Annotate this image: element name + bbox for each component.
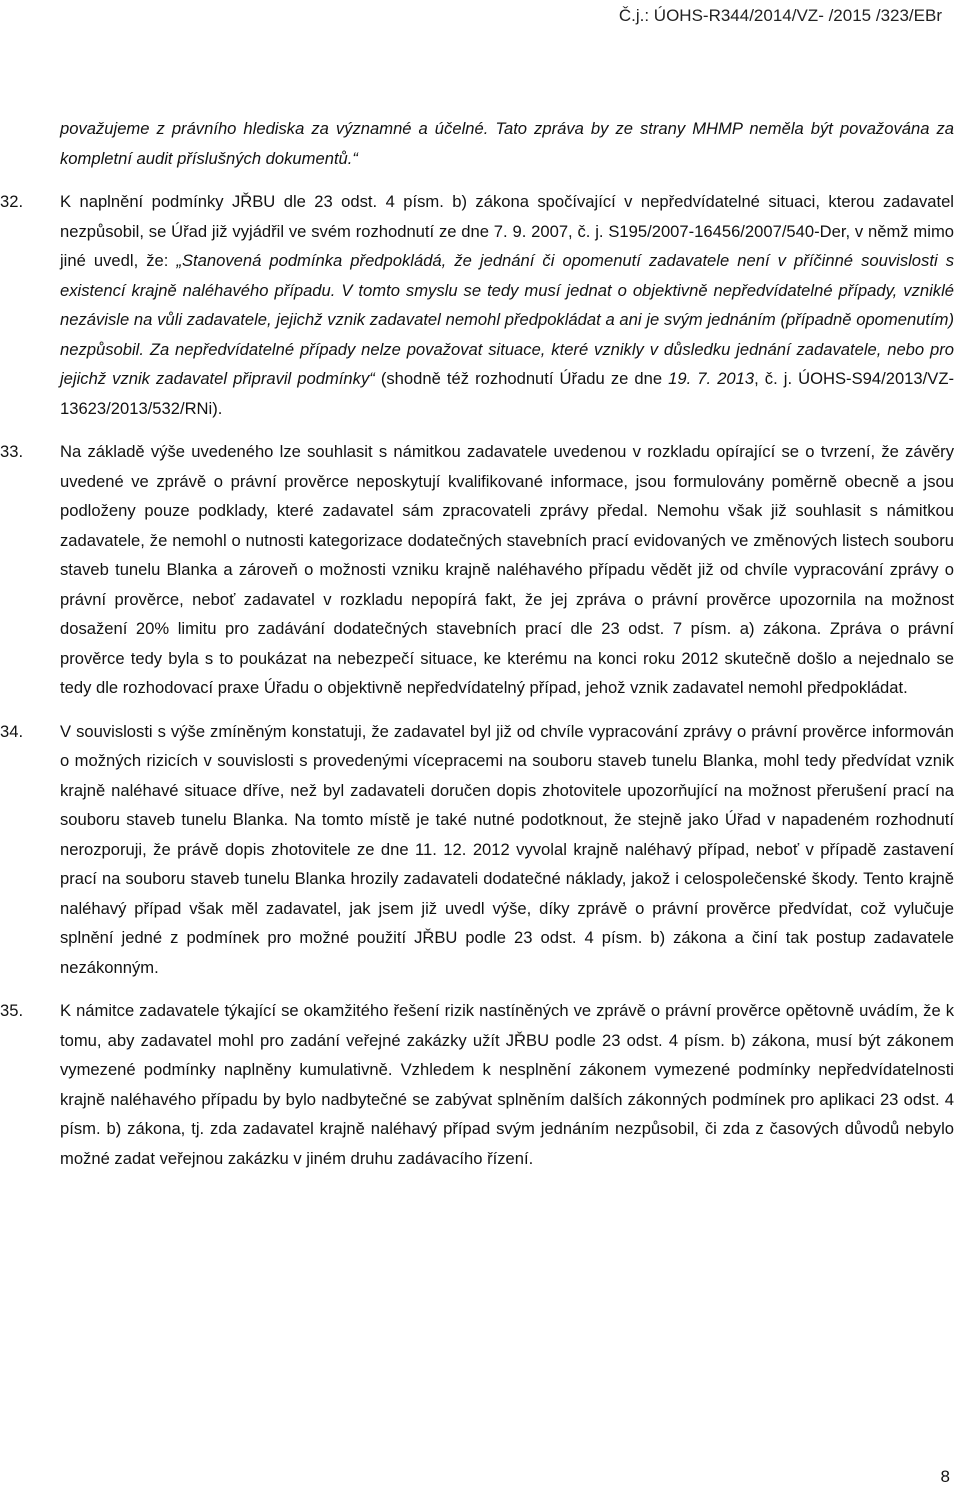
continued-quote: považujeme z právního hlediska za významné a účelné. Tato zpráva by ze strany MHMP neměla být považována za kompletní audit příslušných dokumentů.“ <box>60 119 954 168</box>
paragraph-number: 34. <box>0 721 24 741</box>
quoted-text-segment: V tomto smyslu se tedy musí jednat o objektivně nepředvídatelné případy, vzniklé nezávisle na vůli zadavatele, jejichž vznik zadavatel nemohl předpokládat a ani je svým jednáním (případně opomenutím) nezpůsobil. <box>60 280 954 359</box>
continued-paragraph <box>60 114 954 173</box>
text-segment: K námitce zadavatele týkající se okamžitého řešení rizik nastíněných ve zprávě o právní prověrce opětovně uvádím, že k tomu, aby zadavatel mohl pro zadání veřejné zakázky užít JŘBU podle 23 odst. 4 písm. b) zákona, musí být zákonem vymezené podmínky naplněny kumulativně. Vzhledem k nesplnění zákonem vymezené podmínky nepředvídatelnosti krajně naléhavého případu by bylo nadbytečné se zabývat splněním dalších zákonných podmínek pro aplikaci 23 odst. 4 písm. b) zákona, tj. zda zadavatel krajně naléhavý případ svým jednáním nezpůsobil, či zda z časových důvodů nebylo možné zadat veřejnou zakázku v jiném druhu zadávacího řízení. <box>60 1001 954 1168</box>
paragraph-number: 32. <box>0 192 24 211</box>
document-body <box>0 114 960 1173</box>
numbered-paragraph <box>0 717 960 983</box>
text-segment: , č. j. ÚOHS-S94/2013/VZ-13623/2013/532/RNi). <box>60 369 954 418</box>
paragraph-number: 33. <box>0 442 24 461</box>
paragraph-text <box>60 996 954 1173</box>
quoted-text-segment: Za nepředvídatelné případy nelze považovat situace, které vznikly v důsledku jednání zadavatele, nebo pro jejichž vznik zadavatel připravil podmínky“ <box>60 339 954 388</box>
text-segment: (shodně též rozhodnutí Úřadu ze dne <box>374 369 669 388</box>
reference-number-header: Č.j.: ÚOHS-R344/2014/VZ- /2015 /323/EBr <box>618 6 942 25</box>
numbered-paragraph <box>0 996 960 1173</box>
quoted-text-segment: 19. 7. 2013 <box>668 369 755 388</box>
numbered-paragraphs <box>0 187 960 1173</box>
paragraph-number: 35. <box>0 1001 24 1020</box>
text-segment: K naplnění podmínky JŘBU dle 23 odst. 4 písm. b) zákona spočívající v nepředvídatelné situaci, kterou zadavatel nezpůsobil, se Úřad již vyjádřil ve svém rozhodnutí ze dne 7. 9. 2007, č. j. S195/2007-16456/2007/540-Der, v němž mimo jiné uvedl, že: <box>60 192 954 270</box>
paragraph-text <box>60 187 954 423</box>
numbered-paragraph <box>0 437 960 703</box>
page-number: 8 <box>940 1467 950 1486</box>
paragraph-text <box>60 717 954 983</box>
text-segment: Na základě výše uvedeného lze souhlasit s námitkou zadavatele uvedenou v rozkladu opírající se o tvrzení, že závěry uvedené ve zprávě o právní prověrce neposkytují kvalifikované informace, jsou formulovány poměrně obecně a jsou podloženy pouze podklady, které zadavatel sám zpracovateli zprávy předal. Nemohu však již souhlasit s námitkou zadavatele, že nemohl o nutnosti kategorizace dodatečných stavebních prací evidovaných ve změnových listech souboru staveb tunelu Blanka a zároveň o možnosti vzniku krajně naléhavého případu vědět již od chvíle vypracování zprávy o právní prověrce, neboť zadavatel v rozkladu nepopírá fakt, že jej zpráva o právní prověrce upozornila na možnost dosažení 20% limitu pro zadávání dodatečných stavebních prací dle 23 odst. 7 písm. a) zákona. Zpráva o právní prověrce tedy byla s to poukázat na nebezpečí situace, ke kterému na konci roku 2012 skutečně došlo a nejednalo se tedy dle rozhodovací praxe Úřadu o objektivně nepředvídatelný případ, jehož vznik zadavatel nemohl předpokládat. <box>60 442 954 697</box>
quoted-text-segment: „Stanovená podmínka předpokládá, že jednání či opomenutí zadavatele není v příčinné souvislosti s existencí krajně naléhavého případu. <box>60 251 954 300</box>
text-segment: V souvislosti s výše zmíněným konstatuji, že zadavatel byl již od chvíle vypracování zprávy o právní prověrce informován o možných rizicích v souvislosti s provedenými vícepracemi na souboru staveb tunelu Blanka, mohl tedy předvídat vznik krajně naléhavé situace dříve, než byl zadavateli doručen dopis zhotovitele upozorňující na možnost přerušení prací na souboru staveb tunelu Blanka. Na tomto místě je také nutné podotknout, že stejně jako Úřad v napadeném rozhodnutí nerozporuji, že právě dopis zhotovitele ze dne 11. 12. 2012 vyvolal krajně naléhavý případ, neboť v případě zastavení prací na souboru staveb tunelu Blanka hrozily zadavateli dodatečné náklady, jakož i celospolečenské škody. Tento krajně naléhavý případ však měl zadavatel, jak jsem již uvedl výše, díky zprávě o právní prověrce předvídat, což vylučuje splnění jedné z podmínek pro možné použití JŘBU podle 23 odst. 4 písm. b) zákona a činí tak postup zadavatele nezákonným. <box>60 721 954 977</box>
numbered-paragraph <box>0 187 960 423</box>
paragraph-text <box>60 437 954 703</box>
